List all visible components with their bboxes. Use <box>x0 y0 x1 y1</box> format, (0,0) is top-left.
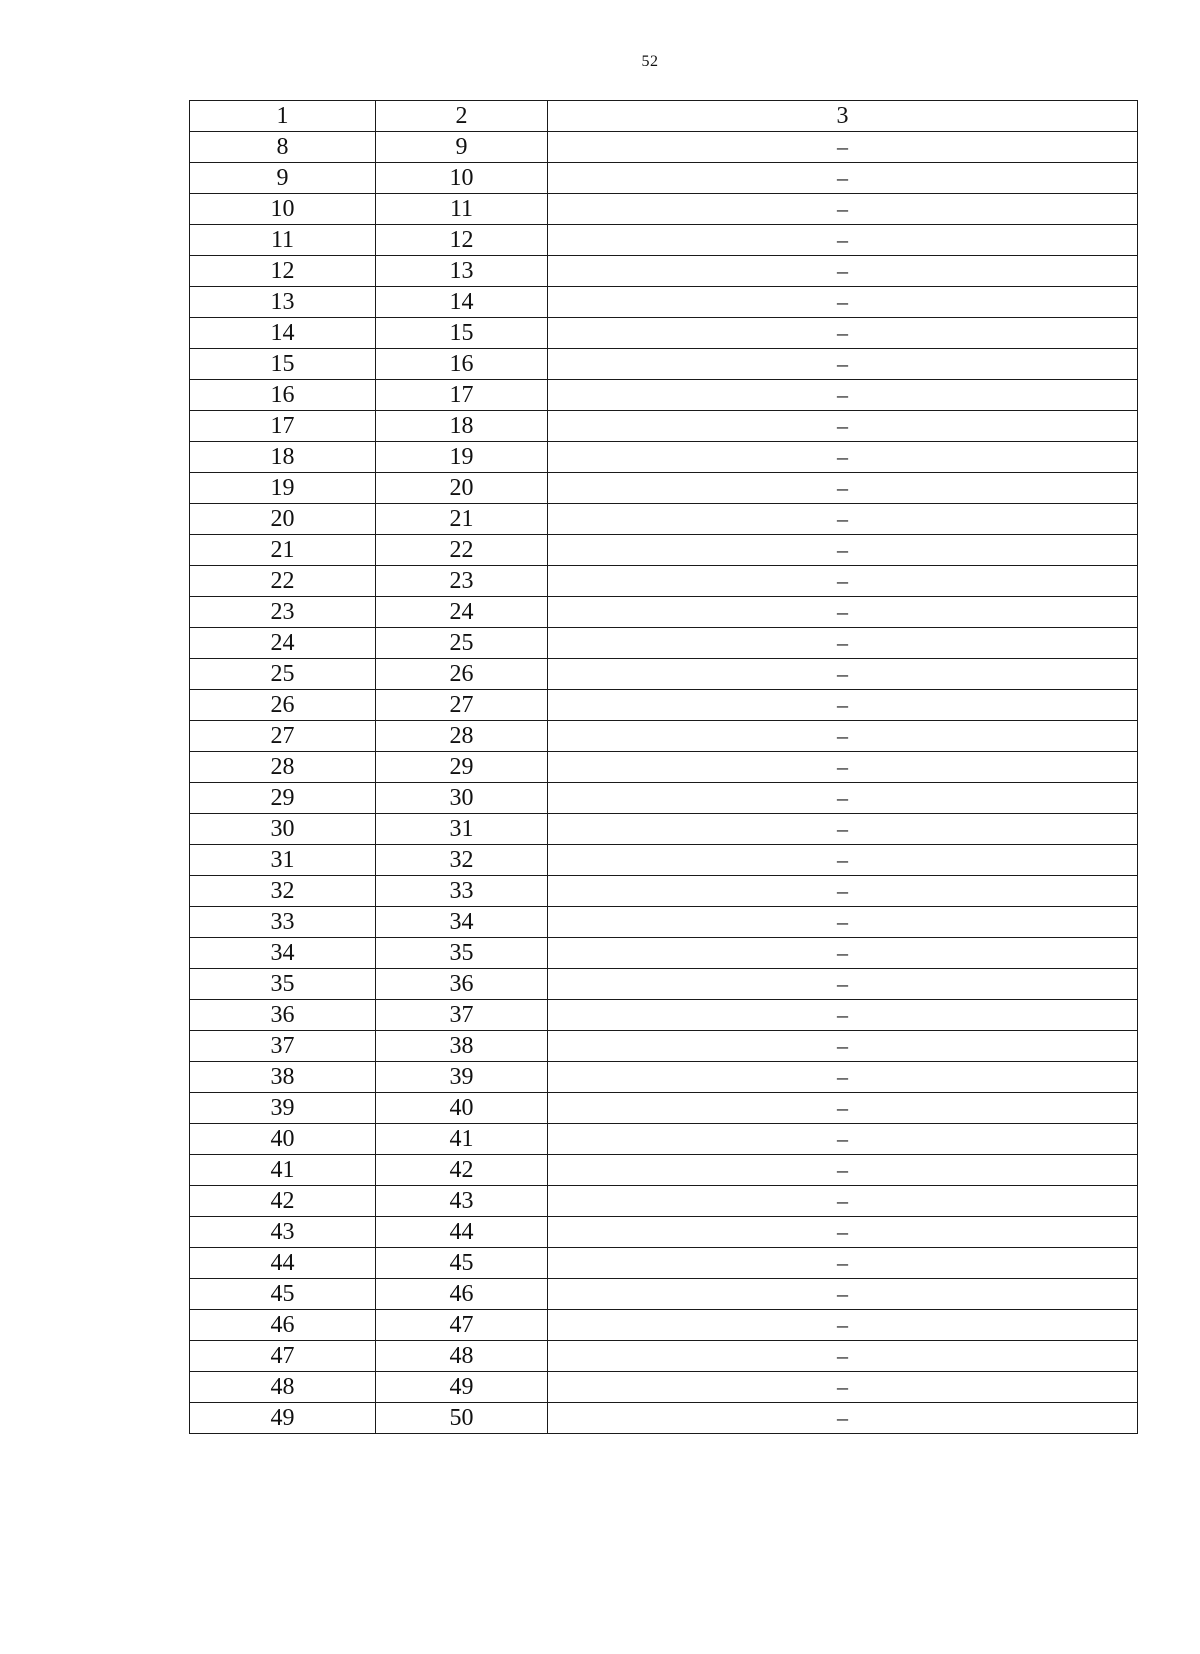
table-row <box>190 442 1138 473</box>
table-row <box>190 1310 1138 1341</box>
table-row <box>190 1031 1138 1062</box>
table-cell-col-2: 14 <box>376 287 548 318</box>
table-cell-col-1: 25 <box>190 659 376 690</box>
table-row <box>190 132 1138 163</box>
table-row <box>190 225 1138 256</box>
table-cell-col-2: 16 <box>376 349 548 380</box>
table-cell-col-2: 41 <box>376 1124 548 1155</box>
table-cell-col-1: 10 <box>190 194 376 225</box>
table-cell-col-3: – <box>548 1186 1138 1217</box>
table-cell-col-3: – <box>548 1093 1138 1124</box>
table-cell-col-2: 20 <box>376 473 548 504</box>
table-cell-col-3: – <box>548 349 1138 380</box>
table-cell-col-1: 44 <box>190 1248 376 1279</box>
table-cell-col-3: – <box>548 907 1138 938</box>
table-cell-col-1: 49 <box>190 1403 376 1434</box>
table-cell-col-1: 21 <box>190 535 376 566</box>
table-cell-col-3: – <box>548 1341 1138 1372</box>
page-number: 52 <box>641 53 659 70</box>
table-cell-col-2: 24 <box>376 597 548 628</box>
table-row <box>190 256 1138 287</box>
table-row <box>190 411 1138 442</box>
column-header-2: 2 <box>376 101 548 132</box>
table-cell-col-1: 32 <box>190 876 376 907</box>
table-row <box>190 1372 1138 1403</box>
table-cell-col-2: 10 <box>376 163 548 194</box>
table-cell-col-3: – <box>548 1124 1138 1155</box>
table-cell-col-2: 37 <box>376 1000 548 1031</box>
table-cell-col-3: – <box>548 876 1138 907</box>
table-cell-col-3: – <box>548 969 1138 1000</box>
table-row <box>190 287 1138 318</box>
table-cell-col-1: 46 <box>190 1310 376 1341</box>
table-cell-col-3: – <box>548 318 1138 349</box>
table-cell-col-1: 16 <box>190 380 376 411</box>
table-cell-col-1: 15 <box>190 349 376 380</box>
table-cell-col-2: 33 <box>376 876 548 907</box>
table-cell-col-2: 15 <box>376 318 548 349</box>
table-cell-col-1: 13 <box>190 287 376 318</box>
table-row <box>190 1000 1138 1031</box>
table-cell-col-2: 30 <box>376 783 548 814</box>
table-row <box>190 690 1138 721</box>
table-row <box>190 721 1138 752</box>
table-cell-col-2: 47 <box>376 1310 548 1341</box>
table-cell-col-2: 44 <box>376 1217 548 1248</box>
table-cell-col-2: 49 <box>376 1372 548 1403</box>
table-cell-col-2: 36 <box>376 969 548 1000</box>
table-cell-col-3: – <box>548 1000 1138 1031</box>
table-cell-col-2: 17 <box>376 380 548 411</box>
table-cell-col-2: 34 <box>376 907 548 938</box>
table-cell-col-3: – <box>548 1217 1138 1248</box>
table-cell-col-2: 19 <box>376 442 548 473</box>
table-cell-col-3: – <box>548 256 1138 287</box>
table-cell-col-3: – <box>548 132 1138 163</box>
table-cell-col-3: – <box>548 225 1138 256</box>
table-cell-col-3: – <box>548 783 1138 814</box>
table-row <box>190 504 1138 535</box>
table-cell-col-2: 42 <box>376 1155 548 1186</box>
table-cell-col-3: – <box>548 628 1138 659</box>
table-cell-col-3: – <box>548 752 1138 783</box>
table-cell-col-1: 8 <box>190 132 376 163</box>
table-cell-col-2: 9 <box>376 132 548 163</box>
table-cell-col-3: – <box>548 535 1138 566</box>
table-cell-col-2: 23 <box>376 566 548 597</box>
column-header-3: 3 <box>548 101 1138 132</box>
table-cell-col-1: 39 <box>190 1093 376 1124</box>
table-cell-col-1: 40 <box>190 1124 376 1155</box>
table-cell-col-2: 38 <box>376 1031 548 1062</box>
table-cell-col-1: 47 <box>190 1341 376 1372</box>
table-row <box>190 1248 1138 1279</box>
table-cell-col-3: – <box>548 442 1138 473</box>
table-cell-col-2: 26 <box>376 659 548 690</box>
table-row <box>190 1093 1138 1124</box>
table-row <box>190 380 1138 411</box>
table-row <box>190 1217 1138 1248</box>
table-cell-col-3: – <box>548 1062 1138 1093</box>
table-cell-col-1: 22 <box>190 566 376 597</box>
table-cell-col-1: 42 <box>190 1186 376 1217</box>
table-cell-col-2: 11 <box>376 194 548 225</box>
table-cell-col-3: – <box>548 814 1138 845</box>
table-row <box>190 783 1138 814</box>
table-cell-col-2: 32 <box>376 845 548 876</box>
table-row <box>190 566 1138 597</box>
table-row <box>190 473 1138 504</box>
table-cell-col-1: 34 <box>190 938 376 969</box>
table-cell-col-2: 35 <box>376 938 548 969</box>
table-cell-col-1: 9 <box>190 163 376 194</box>
data-table <box>189 100 1138 1434</box>
table-row <box>190 1062 1138 1093</box>
table-header-row <box>190 101 1138 132</box>
table-cell-col-1: 24 <box>190 628 376 659</box>
table-cell-col-3: – <box>548 1372 1138 1403</box>
table-cell-col-2: 39 <box>376 1062 548 1093</box>
table-row <box>190 907 1138 938</box>
table-body <box>190 132 1138 1434</box>
table-cell-col-1: 18 <box>190 442 376 473</box>
table-cell-col-2: 40 <box>376 1093 548 1124</box>
table-cell-col-3: – <box>548 1403 1138 1434</box>
table-cell-col-3: – <box>548 1155 1138 1186</box>
table-row <box>190 535 1138 566</box>
table-cell-col-3: – <box>548 659 1138 690</box>
table-row <box>190 1341 1138 1372</box>
table-cell-col-2: 21 <box>376 504 548 535</box>
table-cell-col-3: – <box>548 163 1138 194</box>
table-cell-col-3: – <box>548 566 1138 597</box>
table-cell-col-3: – <box>548 721 1138 752</box>
table-cell-col-2: 22 <box>376 535 548 566</box>
table-cell-col-3: – <box>548 1248 1138 1279</box>
table-cell-col-1: 41 <box>190 1155 376 1186</box>
table-row <box>190 318 1138 349</box>
column-header-1: 1 <box>190 101 376 132</box>
table-cell-col-3: – <box>548 194 1138 225</box>
table-row <box>190 1403 1138 1434</box>
table-cell-col-2: 48 <box>376 1341 548 1372</box>
table-cell-col-1: 43 <box>190 1217 376 1248</box>
table-cell-col-2: 12 <box>376 225 548 256</box>
table-row <box>190 752 1138 783</box>
table-cell-col-1: 27 <box>190 721 376 752</box>
table-cell-col-1: 23 <box>190 597 376 628</box>
table-cell-col-3: – <box>548 380 1138 411</box>
table-cell-col-3: – <box>548 1031 1138 1062</box>
table-row <box>190 163 1138 194</box>
table-cell-col-1: 30 <box>190 814 376 845</box>
table-cell-col-3: – <box>548 597 1138 628</box>
table-row <box>190 938 1138 969</box>
table-cell-col-3: – <box>548 690 1138 721</box>
table-cell-col-1: 31 <box>190 845 376 876</box>
table-cell-col-2: 50 <box>376 1403 548 1434</box>
table-row <box>190 876 1138 907</box>
table-cell-col-1: 12 <box>190 256 376 287</box>
table-row <box>190 1186 1138 1217</box>
table-cell-col-1: 14 <box>190 318 376 349</box>
table-row <box>190 1155 1138 1186</box>
table-cell-col-2: 31 <box>376 814 548 845</box>
table-cell-col-3: – <box>548 287 1138 318</box>
table-cell-col-1: 11 <box>190 225 376 256</box>
table-row <box>190 1124 1138 1155</box>
table-cell-col-3: – <box>548 938 1138 969</box>
table-cell-col-1: 19 <box>190 473 376 504</box>
table-cell-col-1: 37 <box>190 1031 376 1062</box>
table-cell-col-2: 29 <box>376 752 548 783</box>
table-row <box>190 845 1138 876</box>
table-cell-col-2: 25 <box>376 628 548 659</box>
table-cell-col-2: 45 <box>376 1248 548 1279</box>
table-row <box>190 969 1138 1000</box>
table-cell-col-1: 29 <box>190 783 376 814</box>
table-row <box>190 814 1138 845</box>
table-cell-col-3: – <box>548 411 1138 442</box>
table-cell-col-1: 45 <box>190 1279 376 1310</box>
table-cell-col-1: 20 <box>190 504 376 535</box>
table-cell-col-1: 17 <box>190 411 376 442</box>
table-row <box>190 659 1138 690</box>
table-cell-col-2: 18 <box>376 411 548 442</box>
table-cell-col-3: – <box>548 1310 1138 1341</box>
table-row <box>190 194 1138 225</box>
table-row <box>190 628 1138 659</box>
table-cell-col-2: 28 <box>376 721 548 752</box>
table-cell-col-3: – <box>548 1279 1138 1310</box>
table-row <box>190 597 1138 628</box>
table-cell-col-1: 26 <box>190 690 376 721</box>
table-cell-col-2: 43 <box>376 1186 548 1217</box>
table-cell-col-3: – <box>548 845 1138 876</box>
table-cell-col-1: 36 <box>190 1000 376 1031</box>
table-cell-col-2: 27 <box>376 690 548 721</box>
table-cell-col-1: 28 <box>190 752 376 783</box>
table-row <box>190 1279 1138 1310</box>
table-cell-col-3: – <box>548 504 1138 535</box>
table-cell-col-1: 38 <box>190 1062 376 1093</box>
table-cell-col-1: 48 <box>190 1372 376 1403</box>
table-cell-col-2: 13 <box>376 256 548 287</box>
table-cell-col-3: – <box>548 473 1138 504</box>
table-cell-col-1: 33 <box>190 907 376 938</box>
table-cell-col-1: 35 <box>190 969 376 1000</box>
table-row <box>190 349 1138 380</box>
table-cell-col-2: 46 <box>376 1279 548 1310</box>
